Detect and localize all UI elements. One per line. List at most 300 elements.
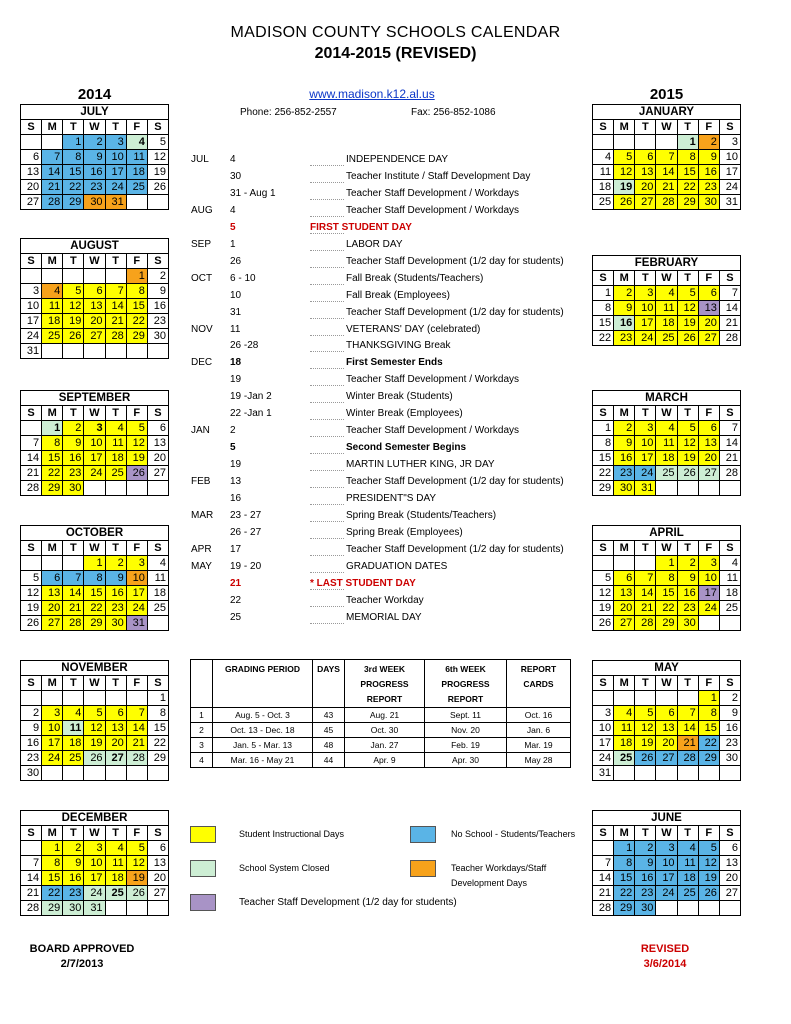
empty-day-cell bbox=[21, 556, 42, 571]
empty-day-cell bbox=[105, 481, 126, 496]
day-cell: 26 bbox=[677, 466, 698, 481]
day-cell: 9 bbox=[614, 301, 635, 316]
weekday-header: M bbox=[42, 676, 63, 691]
day-cell: 3 bbox=[84, 841, 105, 856]
weekday-header: M bbox=[614, 541, 635, 556]
day-cell: 15 bbox=[677, 165, 698, 180]
day-cell: 10 bbox=[126, 571, 147, 586]
day-cell: 18 bbox=[105, 451, 126, 466]
month-name-row bbox=[593, 811, 741, 826]
day-cell: 17 bbox=[593, 736, 614, 751]
weekday-header-row bbox=[21, 676, 169, 691]
month-name-row bbox=[593, 391, 741, 406]
day-cell: 16 bbox=[698, 165, 719, 180]
event-month: AUG bbox=[191, 204, 213, 216]
event-date: 5 bbox=[230, 221, 236, 233]
day-cell: 21 bbox=[21, 466, 42, 481]
day-cell: 29 bbox=[126, 329, 147, 344]
day-cell: 21 bbox=[105, 314, 126, 329]
day-cell: 21 bbox=[63, 601, 84, 616]
day-cell: 3 bbox=[84, 421, 105, 436]
event-description: Teacher Workday bbox=[346, 594, 424, 606]
day-cell: 17 bbox=[21, 314, 42, 329]
day-cell: 25 bbox=[719, 601, 740, 616]
day-cell: 31 bbox=[105, 195, 126, 210]
day-cell: 9 bbox=[21, 721, 42, 736]
weekday-header: M bbox=[42, 406, 63, 421]
event-leader-dots bbox=[310, 572, 344, 573]
day-cell: 4 bbox=[656, 421, 677, 436]
day-cell: 15 bbox=[656, 586, 677, 601]
event-month: JAN bbox=[191, 425, 210, 437]
event-description: PRESIDENT"S DAY bbox=[346, 493, 437, 504]
day-cell: 9 bbox=[147, 284, 168, 299]
day-cell: 29 bbox=[42, 481, 63, 496]
month-name: AUGUST bbox=[21, 239, 169, 254]
weekday-header: W bbox=[656, 541, 677, 556]
day-cell: 20 bbox=[84, 314, 105, 329]
event-leader-dots bbox=[310, 351, 344, 352]
month-calendar-june bbox=[592, 810, 741, 916]
weekday-header-row bbox=[21, 120, 169, 135]
day-cell: 7 bbox=[719, 286, 740, 301]
day-cell: 12 bbox=[635, 721, 656, 736]
empty-day-cell bbox=[698, 616, 719, 631]
day-cell: 3 bbox=[126, 556, 147, 571]
grading-header-cell: 3rd WEEK PROGRESS REPORT bbox=[345, 660, 425, 708]
event-month: DEC bbox=[191, 357, 213, 369]
day-cell: 8 bbox=[593, 301, 614, 316]
day-cell: 29 bbox=[147, 751, 168, 766]
day-cell: 30 bbox=[105, 616, 126, 631]
empty-day-cell bbox=[698, 481, 719, 496]
day-cell: 1 bbox=[614, 841, 635, 856]
week-row bbox=[21, 269, 169, 284]
empty-day-cell bbox=[84, 269, 105, 284]
day-cell: 12 bbox=[677, 301, 698, 316]
week-row bbox=[21, 180, 169, 195]
day-cell: 8 bbox=[147, 706, 168, 721]
day-cell: 5 bbox=[84, 706, 105, 721]
empty-day-cell bbox=[126, 344, 147, 359]
legend-swatch-workdays bbox=[410, 860, 436, 877]
day-cell: 2 bbox=[84, 135, 105, 150]
legend-label-half-day: Teacher Staff Development (1/2 day for students) bbox=[239, 897, 457, 908]
table-cell: Mar. 16 - May 21 bbox=[213, 753, 313, 768]
day-cell: 29 bbox=[698, 751, 719, 766]
event-month: APR bbox=[191, 543, 212, 555]
day-cell: 21 bbox=[656, 180, 677, 195]
event-date: 19 -Jan 2 bbox=[230, 391, 272, 403]
day-cell: 12 bbox=[614, 165, 635, 180]
day-cell: 13 bbox=[105, 721, 126, 736]
week-row bbox=[593, 706, 741, 721]
event-date: 22 -Jan 1 bbox=[230, 408, 272, 420]
day-cell: 3 bbox=[593, 706, 614, 721]
empty-day-cell bbox=[147, 766, 168, 781]
day-cell: 19 bbox=[698, 871, 719, 886]
event-date: 16 bbox=[230, 493, 242, 504]
day-cell: 10 bbox=[593, 721, 614, 736]
event-description: THANKSGIVING Break bbox=[346, 340, 451, 352]
day-cell: 29 bbox=[84, 616, 105, 631]
week-row bbox=[21, 329, 169, 344]
week-row bbox=[21, 135, 169, 150]
day-cell: 24 bbox=[126, 601, 147, 616]
weekday-header: M bbox=[614, 271, 635, 286]
revised-date: 3/6/2014 bbox=[643, 958, 687, 970]
table-cell: Oct. 30 bbox=[345, 723, 425, 738]
weekday-header: S bbox=[21, 826, 42, 841]
day-cell: 20 bbox=[698, 316, 719, 331]
empty-day-cell bbox=[698, 766, 719, 781]
day-cell: 11 bbox=[656, 436, 677, 451]
phone-number: Phone: 256-852-2557 bbox=[240, 107, 337, 118]
day-cell: 26 bbox=[126, 466, 147, 481]
event-leader-dots bbox=[310, 419, 344, 420]
event-leader-dots bbox=[310, 368, 344, 369]
day-cell: 17 bbox=[656, 871, 677, 886]
empty-day-cell bbox=[84, 481, 105, 496]
day-cell: 9 bbox=[105, 571, 126, 586]
day-cell: 7 bbox=[719, 421, 740, 436]
day-cell: 31 bbox=[635, 481, 656, 496]
day-cell: 30 bbox=[63, 481, 84, 496]
day-cell: 10 bbox=[105, 150, 126, 165]
day-cell: 5 bbox=[126, 421, 147, 436]
weekday-header: M bbox=[614, 406, 635, 421]
month-name: SEPTEMBER bbox=[21, 391, 169, 406]
day-cell: 4 bbox=[42, 284, 63, 299]
day-cell: 6 bbox=[719, 841, 740, 856]
weekday-header: S bbox=[21, 541, 42, 556]
legend-label-no-school: No School - Students/Teachers bbox=[451, 829, 576, 839]
weekday-header: T bbox=[105, 254, 126, 269]
day-cell: 28 bbox=[656, 195, 677, 210]
weekday-header: W bbox=[84, 676, 105, 691]
day-cell: 26 bbox=[635, 751, 656, 766]
table-cell: May 28 bbox=[507, 753, 571, 768]
day-cell: 16 bbox=[677, 586, 698, 601]
week-row bbox=[21, 886, 169, 901]
empty-day-cell bbox=[656, 901, 677, 916]
day-cell: 12 bbox=[21, 586, 42, 601]
day-cell: 17 bbox=[84, 871, 105, 886]
day-cell: 21 bbox=[719, 316, 740, 331]
week-row bbox=[593, 436, 741, 451]
fax-number: Fax: 256-852-1086 bbox=[411, 107, 496, 118]
week-row bbox=[21, 466, 169, 481]
day-cell: 27 bbox=[84, 329, 105, 344]
day-cell: 8 bbox=[656, 571, 677, 586]
week-row bbox=[21, 856, 169, 871]
event-leader-dots bbox=[310, 284, 344, 285]
day-cell: 20 bbox=[635, 180, 656, 195]
weekday-header: S bbox=[719, 541, 740, 556]
day-cell: 24 bbox=[719, 180, 740, 195]
day-cell: 31 bbox=[719, 195, 740, 210]
month-calendar-february bbox=[592, 255, 741, 346]
weekday-header: F bbox=[698, 120, 719, 135]
event-description: Teacher Staff Development (1/2 day for students) bbox=[346, 255, 564, 267]
week-row bbox=[21, 751, 169, 766]
week-row bbox=[593, 165, 741, 180]
weekday-header: W bbox=[656, 120, 677, 135]
legend-label-instructional: Student Instructional Days bbox=[239, 829, 345, 839]
day-cell: 10 bbox=[84, 436, 105, 451]
day-cell: 11 bbox=[593, 165, 614, 180]
event-description: Winter Break (Students) bbox=[346, 391, 453, 403]
weekday-header: T bbox=[677, 676, 698, 691]
week-row bbox=[593, 331, 741, 346]
day-cell: 2 bbox=[105, 556, 126, 571]
day-cell: 9 bbox=[698, 150, 719, 165]
day-cell: 6 bbox=[21, 150, 42, 165]
day-cell: 7 bbox=[677, 706, 698, 721]
empty-day-cell bbox=[21, 691, 42, 706]
event-description: Teacher Staff Development / Workdays bbox=[346, 425, 520, 437]
event-description: Teacher Institute / Staff Development Day bbox=[346, 170, 531, 182]
empty-day-cell bbox=[42, 344, 63, 359]
event-date: 17 bbox=[230, 543, 242, 555]
day-cell: 22 bbox=[593, 466, 614, 481]
day-cell: 14 bbox=[21, 871, 42, 886]
day-cell: 26 bbox=[21, 616, 42, 631]
week-row bbox=[21, 601, 169, 616]
day-cell: 30 bbox=[84, 195, 105, 210]
day-cell: 19 bbox=[635, 736, 656, 751]
day-cell: 8 bbox=[698, 706, 719, 721]
event-description: Second Semester Begins bbox=[346, 442, 467, 454]
day-cell: 23 bbox=[21, 751, 42, 766]
day-cell: 22 bbox=[126, 314, 147, 329]
day-cell: 2 bbox=[63, 421, 84, 436]
event-date: 26 - 27 bbox=[230, 526, 262, 538]
day-cell: 16 bbox=[63, 451, 84, 466]
event-date: 13 bbox=[230, 476, 242, 488]
empty-day-cell bbox=[147, 344, 168, 359]
day-cell: 16 bbox=[63, 871, 84, 886]
event-date: 21 bbox=[230, 577, 242, 589]
table-cell: Feb. 19 bbox=[425, 738, 507, 753]
event-leader-dots bbox=[310, 165, 344, 166]
day-cell: 1 bbox=[698, 691, 719, 706]
table-cell: Sept. 11 bbox=[425, 708, 507, 723]
event-leader-dots bbox=[310, 606, 344, 607]
event-date: 19 bbox=[230, 374, 242, 386]
day-cell: 1 bbox=[42, 841, 63, 856]
week-row bbox=[21, 436, 169, 451]
week-row bbox=[593, 601, 741, 616]
event-date: 5 bbox=[230, 442, 236, 454]
day-cell: 31 bbox=[126, 616, 147, 631]
empty-day-cell bbox=[614, 556, 635, 571]
weekday-header: W bbox=[656, 676, 677, 691]
event-leader-dots bbox=[310, 335, 344, 336]
day-cell: 27 bbox=[105, 751, 126, 766]
day-cell: 11 bbox=[105, 436, 126, 451]
day-cell: 3 bbox=[21, 284, 42, 299]
empty-day-cell bbox=[147, 195, 168, 210]
empty-day-cell bbox=[21, 269, 42, 284]
day-cell: 11 bbox=[656, 301, 677, 316]
day-cell: 9 bbox=[635, 856, 656, 871]
day-cell: 10 bbox=[42, 721, 63, 736]
day-cell: 5 bbox=[593, 571, 614, 586]
weekday-header: F bbox=[698, 406, 719, 421]
day-cell: 25 bbox=[63, 751, 84, 766]
week-row bbox=[21, 871, 169, 886]
day-cell: 10 bbox=[719, 150, 740, 165]
day-cell: 26 bbox=[63, 329, 84, 344]
table-cell: Jan. 27 bbox=[345, 738, 425, 753]
day-cell: 2 bbox=[614, 421, 635, 436]
day-cell: 19 bbox=[63, 314, 84, 329]
day-cell: 25 bbox=[105, 466, 126, 481]
event-description: Teacher Staff Development (1/2 day for students) bbox=[346, 306, 564, 318]
day-cell: 18 bbox=[147, 586, 168, 601]
day-cell: 7 bbox=[126, 706, 147, 721]
day-cell: 28 bbox=[126, 751, 147, 766]
event-date: 6 - 10 bbox=[230, 272, 256, 284]
day-cell: 4 bbox=[614, 706, 635, 721]
day-cell: 14 bbox=[42, 165, 63, 180]
day-cell: 4 bbox=[677, 841, 698, 856]
day-cell: 2 bbox=[147, 269, 168, 284]
day-cell: 8 bbox=[63, 150, 84, 165]
empty-day-cell bbox=[656, 481, 677, 496]
week-row bbox=[593, 556, 741, 571]
day-cell: 28 bbox=[593, 901, 614, 916]
weekday-header: T bbox=[635, 406, 656, 421]
day-cell: 16 bbox=[21, 736, 42, 751]
day-cell: 19 bbox=[677, 451, 698, 466]
day-cell: 23 bbox=[719, 736, 740, 751]
day-cell: 4 bbox=[593, 150, 614, 165]
day-cell: 7 bbox=[63, 571, 84, 586]
weekday-header: F bbox=[698, 541, 719, 556]
day-cell: 13 bbox=[635, 165, 656, 180]
day-cell: 10 bbox=[698, 571, 719, 586]
month-name-row bbox=[21, 105, 169, 120]
weekday-header: F bbox=[126, 120, 147, 135]
day-cell: 27 bbox=[719, 886, 740, 901]
month-calendar-march bbox=[592, 390, 741, 496]
table-cell: 45 bbox=[313, 723, 345, 738]
weekday-header: T bbox=[105, 541, 126, 556]
day-cell: 21 bbox=[42, 180, 63, 195]
day-cell: 29 bbox=[42, 901, 63, 916]
day-cell: 25 bbox=[42, 329, 63, 344]
day-cell: 16 bbox=[105, 586, 126, 601]
day-cell: 14 bbox=[63, 586, 84, 601]
empty-day-cell bbox=[677, 481, 698, 496]
day-cell: 26 bbox=[84, 751, 105, 766]
grading-header-row bbox=[191, 660, 571, 708]
legend-swatch-half-day bbox=[190, 894, 216, 911]
month-name-row bbox=[593, 105, 741, 120]
event-description: MEMORIAL DAY bbox=[346, 611, 422, 623]
day-cell: 22 bbox=[698, 736, 719, 751]
day-cell: 15 bbox=[63, 165, 84, 180]
month-name: NOVEMBER bbox=[21, 661, 169, 676]
day-cell: 1 bbox=[42, 421, 63, 436]
board-approved-date: 2/7/2013 bbox=[60, 958, 104, 970]
week-row bbox=[21, 165, 169, 180]
weekday-header: F bbox=[126, 676, 147, 691]
empty-day-cell bbox=[698, 901, 719, 916]
day-cell: 27 bbox=[21, 195, 42, 210]
day-cell: 4 bbox=[105, 421, 126, 436]
year-label-2014: 2014 bbox=[77, 86, 112, 103]
weekday-header: S bbox=[719, 120, 740, 135]
weekday-header: F bbox=[698, 676, 719, 691]
event-description: INDEPENDENCE DAY bbox=[346, 154, 449, 165]
day-cell: 21 bbox=[677, 736, 698, 751]
day-cell: 28 bbox=[42, 195, 63, 210]
empty-day-cell bbox=[147, 616, 168, 631]
event-description: Teacher Staff Development / Workdays bbox=[346, 204, 520, 216]
day-cell: 27 bbox=[42, 616, 63, 631]
month-name: MARCH bbox=[593, 391, 741, 406]
event-month: NOV bbox=[191, 323, 213, 335]
day-cell: 24 bbox=[656, 886, 677, 901]
weekday-header: S bbox=[147, 541, 168, 556]
day-cell: 26 bbox=[126, 886, 147, 901]
day-cell: 29 bbox=[593, 481, 614, 496]
day-cell: 24 bbox=[21, 329, 42, 344]
empty-day-cell bbox=[84, 344, 105, 359]
day-cell: 15 bbox=[593, 316, 614, 331]
empty-day-cell bbox=[614, 691, 635, 706]
table-cell: 2 bbox=[191, 723, 213, 738]
event-leader-dots bbox=[310, 402, 344, 403]
event-description: Teacher Staff Development / Workdays bbox=[346, 187, 520, 199]
day-cell: 17 bbox=[105, 165, 126, 180]
table-cell: Aug. 5 - Oct. 3 bbox=[213, 708, 313, 723]
weekday-header: S bbox=[147, 254, 168, 269]
day-cell: 6 bbox=[698, 421, 719, 436]
weekday-header: T bbox=[63, 676, 84, 691]
empty-day-cell bbox=[63, 556, 84, 571]
day-cell: 27 bbox=[656, 751, 677, 766]
event-date: 31 bbox=[230, 306, 242, 318]
empty-day-cell bbox=[677, 691, 698, 706]
event-date: 18 bbox=[230, 357, 242, 369]
day-cell: 27 bbox=[147, 466, 168, 481]
day-cell: 23 bbox=[698, 180, 719, 195]
weekday-header: S bbox=[593, 541, 614, 556]
event-description: Winter Break (Employees) bbox=[346, 408, 463, 420]
weekday-header: T bbox=[635, 120, 656, 135]
day-cell: 3 bbox=[635, 421, 656, 436]
table-cell: 3 bbox=[191, 738, 213, 753]
week-row bbox=[21, 195, 169, 210]
day-cell: 10 bbox=[84, 856, 105, 871]
weekday-header: T bbox=[677, 120, 698, 135]
day-cell: 2 bbox=[677, 556, 698, 571]
day-cell: 7 bbox=[635, 571, 656, 586]
weekday-header-row bbox=[21, 254, 169, 269]
day-cell: 14 bbox=[21, 451, 42, 466]
table-cell: Apr. 9 bbox=[345, 753, 425, 768]
event-month: MAR bbox=[191, 509, 214, 521]
empty-day-cell bbox=[677, 901, 698, 916]
website-link[interactable]: www.madison.k12.al.us bbox=[309, 87, 435, 101]
day-cell: 29 bbox=[614, 901, 635, 916]
day-cell: 16 bbox=[614, 451, 635, 466]
empty-day-cell bbox=[42, 556, 63, 571]
